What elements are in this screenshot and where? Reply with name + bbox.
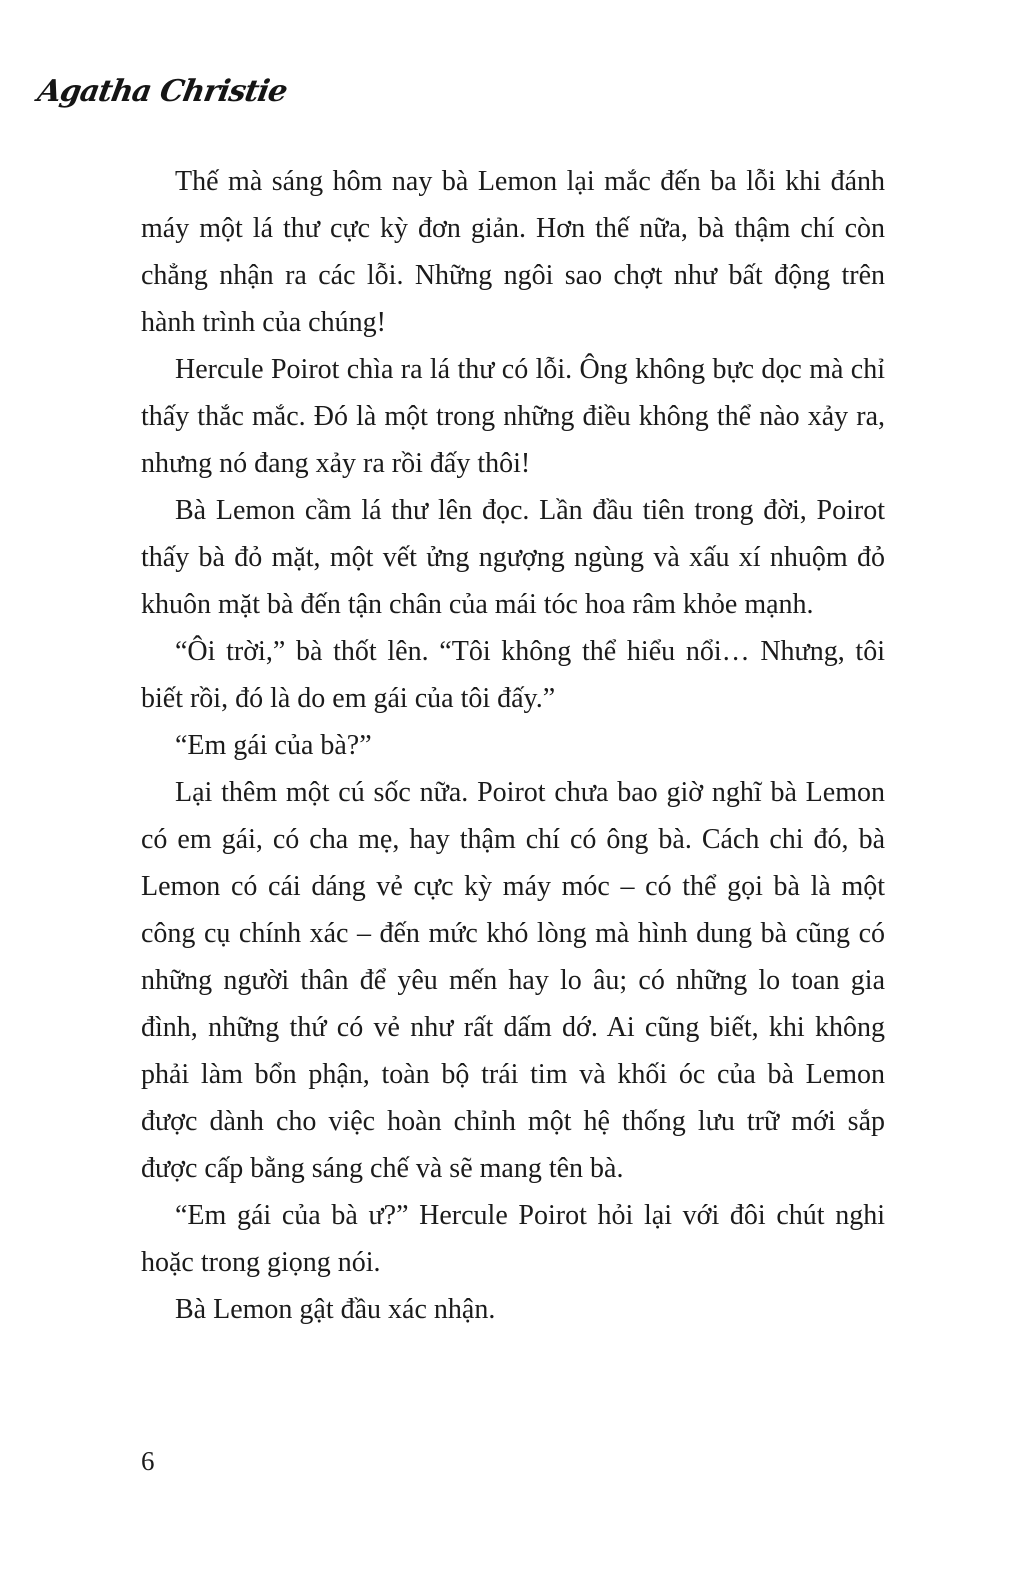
page-number: 6 <box>141 1446 155 1476</box>
paragraph: Bà Lemon cầm lá thư lên đọc. Lần đầu tiên trong đời, Poirot thấy bà đỏ mặt, một vết ửng ngượng ngùng và xấu xí nhuộm đỏ khuôn mặt bà đến tận chân của mái tóc hoa râm khỏe mạnh. <box>141 495 885 620</box>
body-text <box>141 158 885 1333</box>
agatha-christie-signature: Agatha Christie <box>34 74 290 109</box>
paragraph: “Ôi trời,” bà thốt lên. “Tôi không thể hiểu nổi… Nhưng, tôi biết rồi, đó là do em gái của tôi đấy.” <box>141 636 885 714</box>
paragraph: Thế mà sáng hôm nay bà Lemon lại mắc đến ba lỗi khi đánh máy một lá thư cực kỳ đơn giản. Hơn thế nữa, bà thậm chí còn chẳng nhận ra các lỗi. Những ngôi sao chợt như bất động trên hành trình của chúng! <box>141 166 885 338</box>
paragraph: Hercule Poirot chìa ra lá thư có lỗi. Ông không bực dọc mà chỉ thấy thắc mắc. Đó là một trong những điều không thể nào xảy ra, nhưng nó đang xảy ra rồi đấy thôi! <box>141 354 885 479</box>
paragraph: Lại thêm một cú sốc nữa. Poirot chưa bao giờ nghĩ bà Lemon có em gái, có cha mẹ, hay thậm chí có ông bà. Cách chi đó, bà Lemon có cái dáng vẻ cực kỳ máy móc – có thể gọi bà là một công cụ chính xác – đến mức khó lòng mà hình dung bà cũng có những người thân để yêu mến hay lo âu; có những lo toan gia đình, những thứ có vẻ như rất dấm dớ. Ai cũng biết, khi không phải làm bổn phận, toàn bộ trái tim và khối óc của bà Lemon được dành cho việc hoàn chỉnh một hệ thống lưu trữ mới sắp được cấp bằng sáng chế và sẽ mang tên bà. <box>141 777 885 1184</box>
paragraph: Bà Lemon gật đầu xác nhận. <box>175 1294 496 1325</box>
paragraph: “Em gái của bà?” <box>175 730 372 761</box>
paragraph: “Em gái của bà ư?” Hercule Poirot hỏi lại với đôi chút nghi hoặc trong giọng nói. <box>141 1200 885 1278</box>
